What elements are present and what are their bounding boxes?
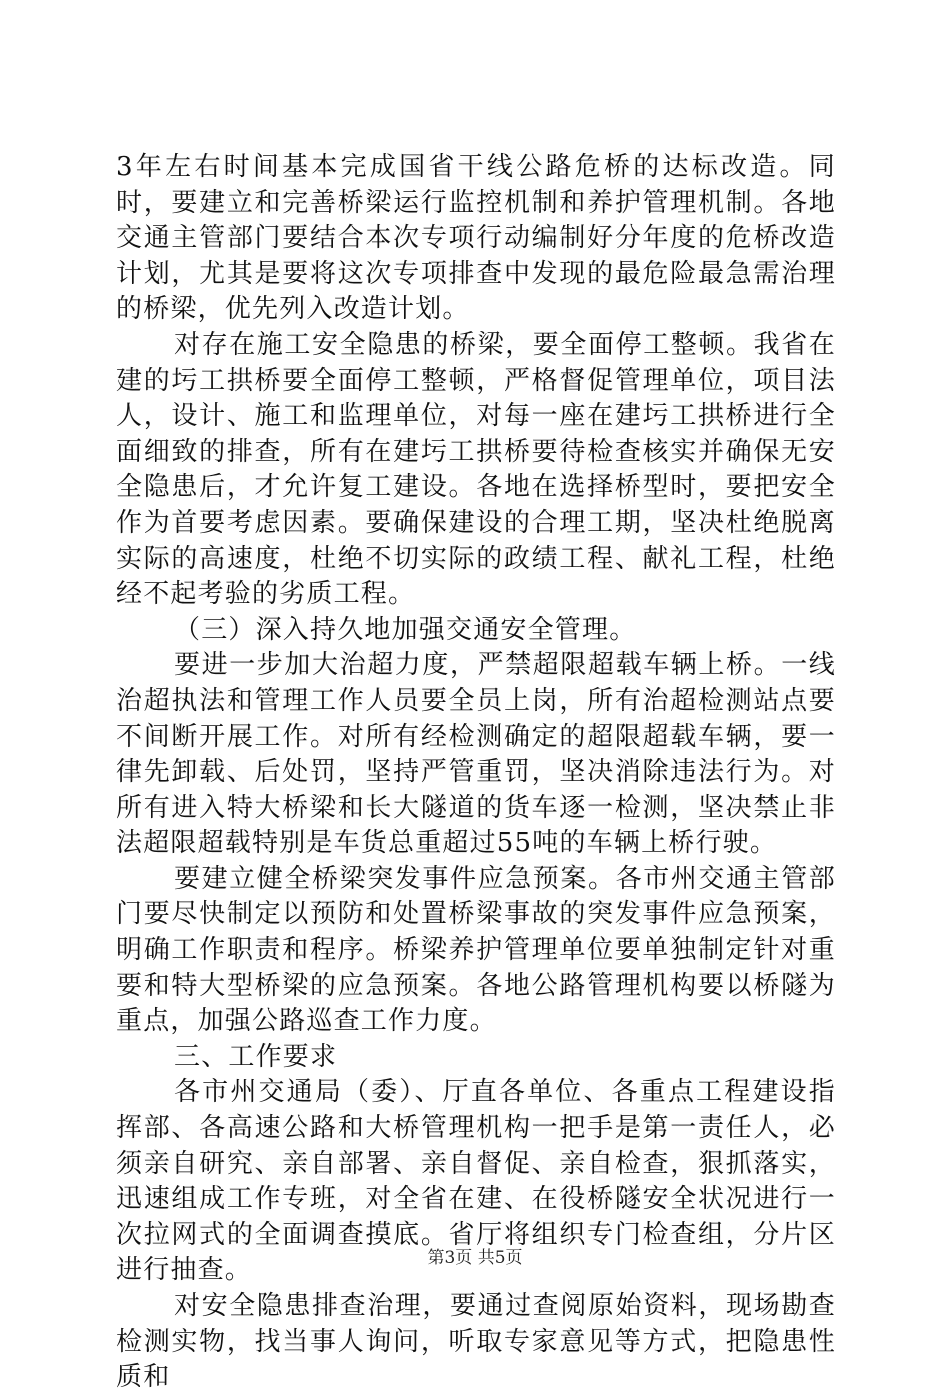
- section-heading-3: （三）深入持久地加强交通安全管理。: [174, 614, 637, 645]
- paragraph-4: 要进一步加大治超力度，严禁超限超载车辆上桥。一线治超执法和管理工作人员要全员上岗，所有治超检测站点要不间断开展工作。对所有经检测确定的超限超载车辆，要一律先卸载、后处罚，坚持严管重罚，坚决消除违法行为。对所有进入特大桥梁和长大隧道的货车逐一检测，坚决禁止非法超限超载特别是车货总重超过55吨的车辆上桥行驶。: [116, 650, 836, 859]
- paragraph-1: 3年左右时间基本完成国省干线公路危桥的达标改造。同时，要建立和完善桥梁运行监控机制和养护管理机制。各地交通主管部门要结合本次专项行动编制好分年度的危桥改造计划，尤其是要将这次专项排查中发现的最危险最急需治理的桥梁，优先列入改造计划。: [116, 152, 836, 325]
- section-heading-work-requirements: 三、工作要求: [174, 1041, 338, 1072]
- paragraph-7: 各市州交通局（委）、厅直各单位、各重点工程建设指挥部、各高速公路和大桥管理机构一把手是第一责任人，必须亲自研究、亲自部署、亲自督促、亲自检查，狠抓落实，迅速组成工作专班，对全省在建、在役桥隧安全状况进行一次拉网式的全面调查摸底。省厅将组织专门检查组，分片区进行抽查。: [116, 1077, 836, 1286]
- paragraph-8: 对安全隐患排查治理，要通过查阅原始资料，现场勘查检测实物，找当事人询问，听取专家意见等方式，把隐患性质和: [116, 1291, 836, 1393]
- page-number-footer: 第3页 共5页: [427, 1248, 523, 1268]
- paragraph-5: 要建立健全桥梁突发事件应急预案。各市州交通主管部门要尽快制定以预防和处置桥梁事故的突发事件应急预案，明确工作职责和程序。桥梁养护管理单位要单独制定针对重要和特大型桥梁的应急预案。各地公路管理机构要以桥隧为重点，加强公路巡查工作力度。: [116, 863, 836, 1037]
- paragraph-2: 对存在施工安全隐患的桥梁，要全面停工整顿。我省在建的圬工拱桥要全面停工整顿，严格督促管理单位，项目法人，设计、施工和监理单位，对每一座在建圬工拱桥进行全面细致的排查，所有在建圬工拱桥要待检查核实并确保无安全隐患后，才允许复工建设。各地在选择桥型时，要把安全作为首要考虑因素。要确保建设的合理工期，坚决杜绝脱离实际的高速度，杜绝不切实际的政绩工程、献礼工程，杜绝经不起考验的劣质工程。: [116, 329, 836, 610]
- document-body: [116, 150, 836, 1396]
